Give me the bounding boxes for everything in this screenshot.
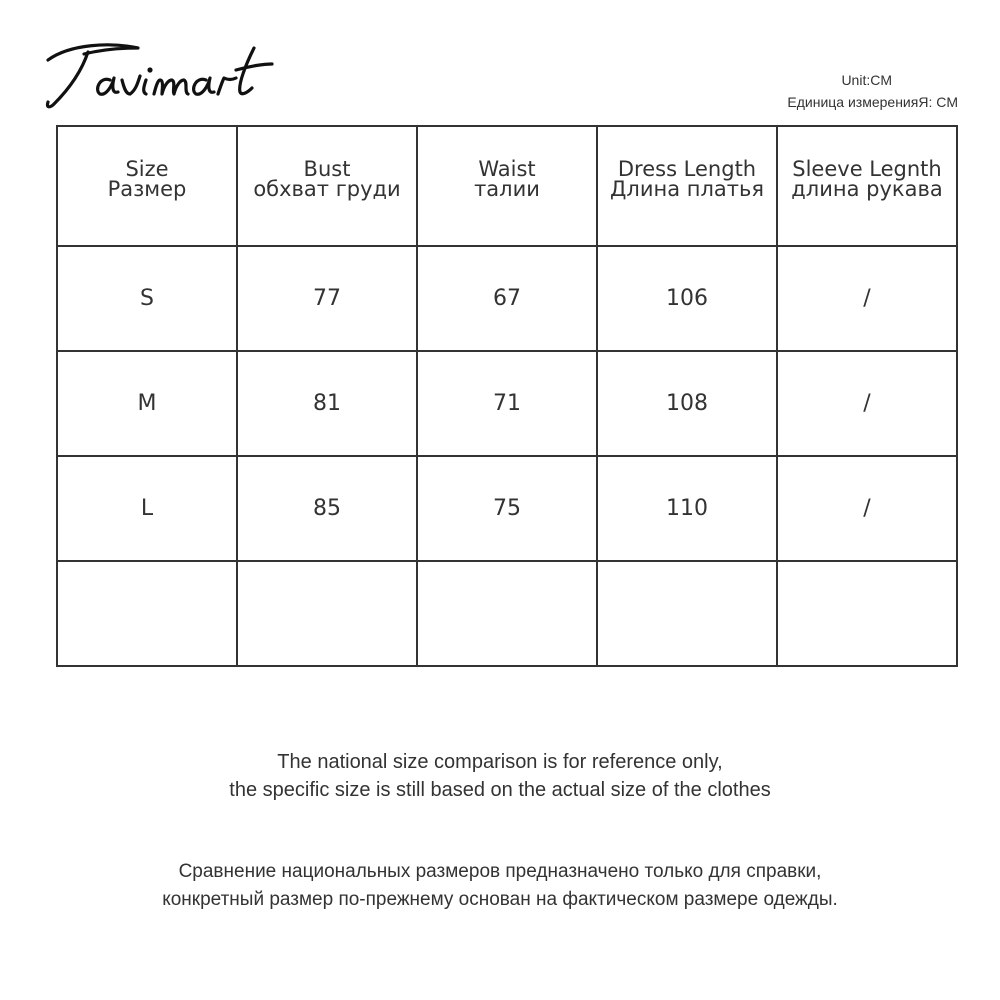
disclaimer-en-line1: The national size comparison is for reference only, [277,751,723,773]
header-dress-length-en: Dress Length [617,157,757,181]
cell-waist: 75 [417,456,597,561]
cell-size: M [57,351,237,456]
disclaimer-en-line2: the specific size is still based on the actual size of the clothes [229,779,771,801]
cell-size: L [57,456,237,561]
header-sleeve-length-en: Sleeve Legnth [792,157,942,181]
header-size [57,126,237,246]
disclaimer-ru-line1: Сравнение национальных размеров предназначено только для справки, [178,861,822,882]
header-bust-en: Bust [303,157,351,181]
cell-size [57,561,237,666]
brand-logo [40,30,280,120]
table-row [57,456,957,561]
cell-bust: 77 [237,246,417,351]
header-waist [417,126,597,246]
header-size-ru: Размер [107,177,187,201]
header-sleeve-length [777,126,957,246]
header-dress-length-ru: Длина платья [609,177,764,201]
unit-label-en: Unit:CM [841,72,892,88]
cell-dress-length: 108 [597,351,777,456]
cell-waist: 67 [417,246,597,351]
table-row-empty [57,561,957,666]
cell-waist [417,561,597,666]
header-waist-en: Waist [478,157,536,181]
cell-dress-length: 106 [597,246,777,351]
header-size-en: Size [125,157,169,181]
cell-waist: 71 [417,351,597,456]
header-dress-length [597,126,777,246]
disclaimer-ru-line2: конкретный размер по-прежнему основан на фактическом размере одежды. [162,889,838,910]
size-chart-table [56,125,958,667]
table-header-row [57,126,957,246]
table-row [57,246,957,351]
header-waist-ru: талии [474,177,540,201]
header-bust-ru: обхват груди [253,177,401,201]
cell-sleeve-length: / [777,456,957,561]
cell-bust: 81 [237,351,417,456]
cell-bust [237,561,417,666]
unit-label-ru: Единица измеренияЯ: CM [787,94,958,110]
cell-dress-length: 110 [597,456,777,561]
cell-bust: 85 [237,456,417,561]
cell-sleeve-length: / [777,351,957,456]
cell-sleeve-length [777,561,957,666]
header-sleeve-length-ru: длина рукава [791,177,943,201]
cell-size: S [57,246,237,351]
cell-dress-length [597,561,777,666]
cell-sleeve-length: / [777,246,957,351]
header-bust [237,126,417,246]
brand-logo-script [40,30,280,120]
table-row [57,351,957,456]
